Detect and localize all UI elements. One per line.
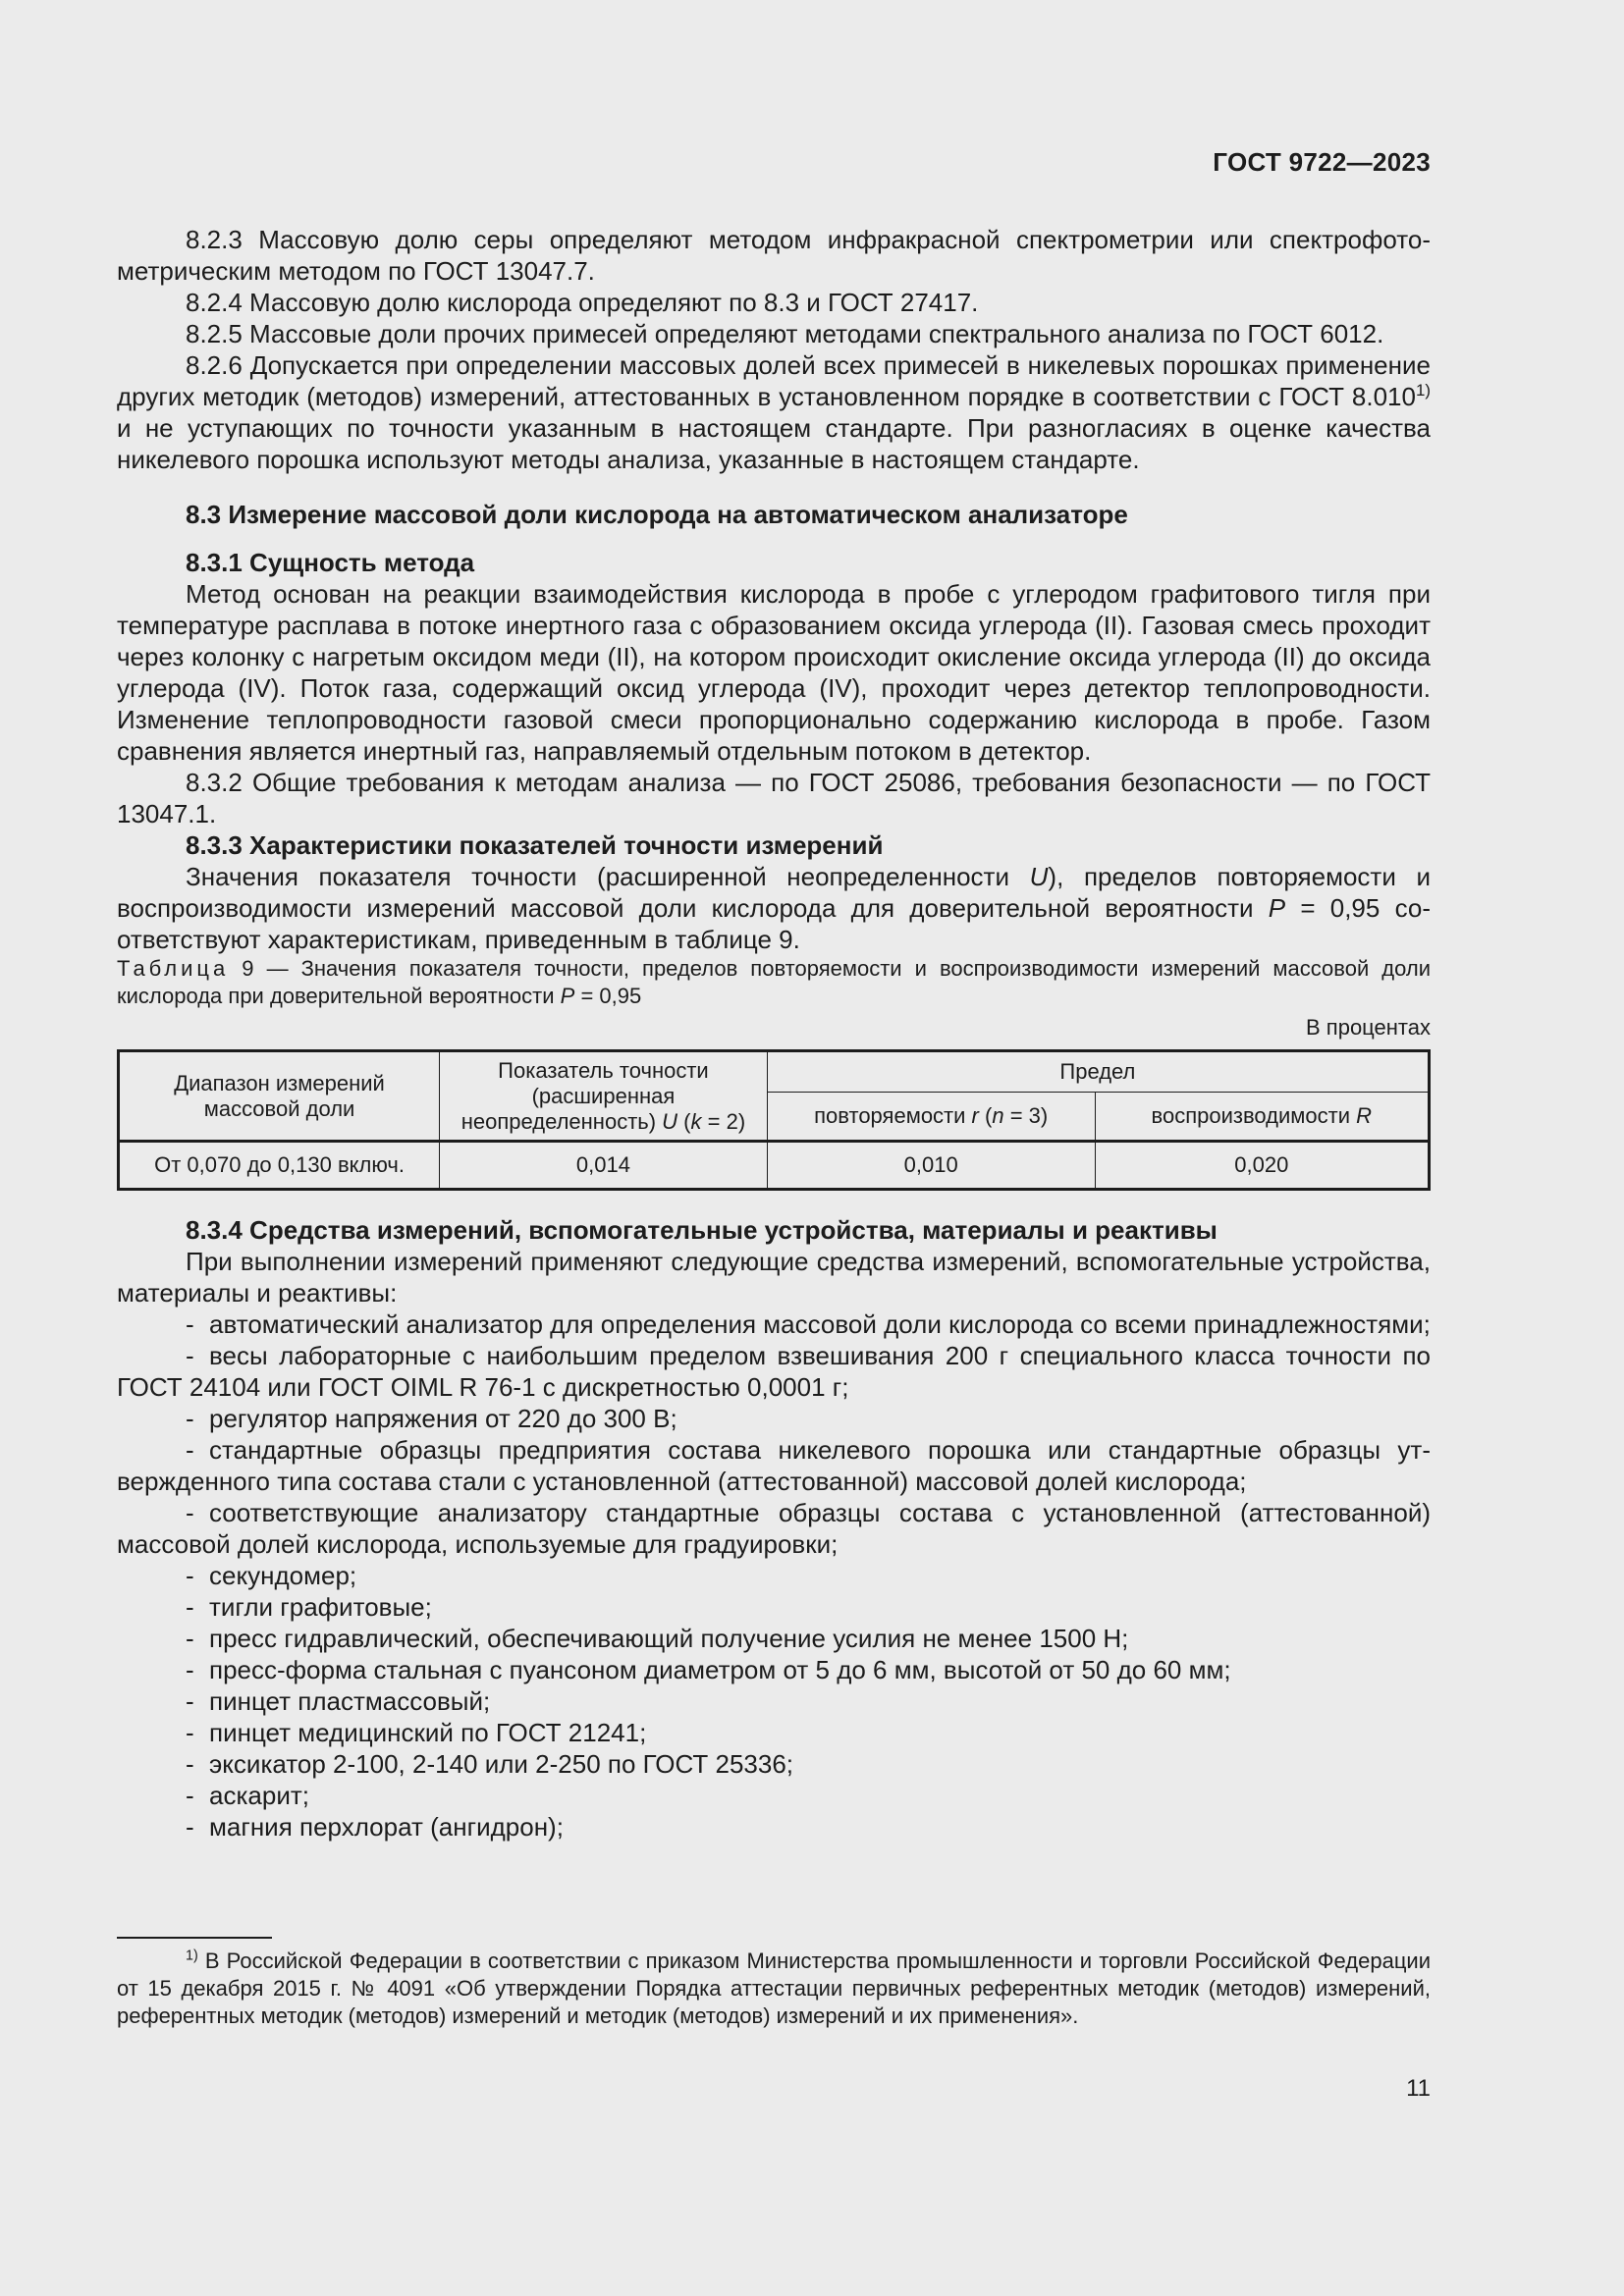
symbol-r: r — [971, 1103, 979, 1128]
document-body — [117, 224, 1431, 1842]
page-number: 11 — [1406, 2075, 1431, 2102]
list-item-text: тигли графитовые; — [209, 1592, 432, 1622]
list-item — [117, 1780, 1431, 1811]
list-marker: - — [186, 1404, 194, 1433]
paragraph-8-2-5: 8.2.5 Массовые доли прочих примесей определяют методами спектрального анализа по ГОСТ 6012. — [186, 319, 1384, 348]
list-item-text: секундомер; — [209, 1561, 357, 1590]
header-accuracy — [440, 1051, 768, 1142]
paragraph-8-2-6 — [117, 349, 1431, 475]
section-heading-8-3-4: 8.3.4 Средства измерений, вспомогательные устройства, материалы и реактивы — [186, 1215, 1218, 1245]
symbol-U: U — [662, 1108, 678, 1134]
list-item-text: аскарит; — [209, 1781, 309, 1810]
list-item — [117, 1654, 1431, 1685]
paragraph-text: и не уступающих по точности указанным в настоящем стандарте. При разногласиях в оценке качества никелевого порошка используют методы анализа, указанные в настоящем стандарте. — [117, 413, 1431, 474]
list-item-text: весы лабораторные с наибольшим пределом взвешивания 200 г специального класса точности по ГОСТ 24104 или ГОСТ OIML R 76-1 с дискретностью 0,0001 г; — [117, 1341, 1431, 1402]
list-marker: - — [186, 1812, 194, 1842]
list-item-text: соответствующие анализатору стандартные образцы состава с установленной (аттестованной) массовой долей кислорода, используемые для градуировки; — [117, 1498, 1431, 1559]
document-header: ГОСТ 9722—2023 — [1213, 147, 1431, 177]
list-marker: - — [186, 1592, 194, 1622]
footnote-ref: 1) — [1415, 380, 1431, 400]
list-marker: - — [186, 1624, 194, 1653]
list-marker: - — [186, 1749, 194, 1779]
cell-range: От 0,070 до 0,130 включ. — [119, 1142, 440, 1190]
table-caption-text: = 0,95 — [574, 984, 642, 1008]
list-item-text: регулятор напряжения от 220 до 300 В; — [209, 1404, 677, 1433]
list-item — [117, 1434, 1431, 1497]
paragraph-8-2-3: 8.2.3 Массовую долю серы определяют методом инфракрасной спектрометрии или спектрофотометрическим методом по ГОСТ 13047.7. — [117, 225, 1431, 286]
header-repeatability — [767, 1093, 1095, 1142]
list-item-text: магния перхлорат (ангидрон); — [209, 1812, 564, 1842]
header-text: = 2) — [701, 1108, 746, 1134]
list-item-text: автоматический анализатор для определения массовой доли кислорода со всеми принадлежностями; — [209, 1309, 1431, 1339]
list-item-text: пресс-форма стальная с пуансоном диаметром от 5 до 6 мм, высотой от 50 до 60 мм; — [209, 1655, 1231, 1684]
list-item-text: стандартные образцы предприятия состава никелевого порошка или стандартные образцы утвержденного типа состава стали с установленной (аттестованной) массовой долей кислорода; — [117, 1435, 1431, 1496]
symbol-n: n — [992, 1103, 1004, 1128]
paragraph-8-3-1: Метод основан на реакции взаимодействия кислорода в пробе с углеродом графитового тигля при температуре расплава в потоке инертного газа с образованием оксида углерода (II). Газовая смесь проходит через колонку с нагретым оксидом меди (II), на котором происходит окисление оксида углерода (II) до оксида углерода (IV). Поток газа, содержащий оксид углерода (IV), проходит через детектор теплопроводности. Изменение теплопроводности газовой смеси пропорционально содержанию кислорода в пробе. Газом сравнения является инертный газ, направляемый отдельным потоком в детектор. — [117, 579, 1431, 766]
footnote-divider — [117, 1937, 272, 1939]
table-caption-text: 9 — Значения показателя точности, пределов повторяемости и воспроизводимости измерений массовой доли кислорода при доверительной вероятности — [117, 956, 1431, 1008]
footnote — [117, 1948, 1431, 2030]
list-marker: - — [186, 1686, 194, 1716]
list-item — [117, 1497, 1431, 1560]
paragraph-text: 8.2.6 Допускается при определении массовых долей всех примесей в никелевых порошках применение других методик (методов) измерений, аттестованных в установленном порядке в соответствии с ГОСТ 8.010 — [117, 350, 1431, 411]
list-marker: - — [186, 1309, 194, 1339]
list-item — [117, 1811, 1431, 1842]
list-item — [117, 1308, 1431, 1340]
list-marker: - — [186, 1655, 194, 1684]
table-caption-label: Таблица — [117, 956, 230, 981]
header-range: Диапазон измерений массовой доли — [119, 1051, 440, 1142]
list-marker: - — [186, 1561, 194, 1590]
list-marker: - — [186, 1435, 194, 1465]
table-row — [119, 1142, 1430, 1190]
section-heading-8-3: 8.3 Измерение массовой доли кислорода на автоматическом анализаторе — [186, 500, 1128, 529]
paragraph-8-2-4: 8.2.4 Массовую долю кислорода определяют по 8.3 и ГОСТ 27417. — [186, 288, 979, 317]
header-text: = 3) — [1003, 1103, 1049, 1128]
equipment-list — [117, 1308, 1431, 1842]
header-text: Показатель точности (расширенная неопределенность) — [460, 1057, 709, 1134]
footnote-mark: 1) — [186, 1948, 198, 1964]
header-text: ( — [978, 1103, 993, 1128]
cell-repeatability: 0,010 — [767, 1142, 1095, 1190]
list-item — [117, 1340, 1431, 1403]
symbol-k: k — [690, 1108, 702, 1134]
list-item-text: пресс гидравлический, обеспечивающий получение усилия не менее 1500 Н; — [209, 1624, 1129, 1653]
symbol-P: P — [1268, 893, 1286, 923]
cell-reproducibility: 0,020 — [1095, 1142, 1429, 1190]
section-heading-8-3-3: 8.3.3 Характеристики показателей точности измерений — [186, 830, 884, 860]
list-item — [117, 1591, 1431, 1623]
symbol-U: U — [1029, 862, 1049, 891]
header-text: воспроизводимости — [1151, 1103, 1357, 1128]
paragraph-text: = 0,95 соответствуют характеристикам, приведенным в таблице 9. — [117, 893, 1431, 954]
list-item — [117, 1403, 1431, 1434]
table-units: В процентах — [1306, 1015, 1431, 1040]
list-marker: - — [186, 1341, 194, 1370]
symbol-R: R — [1356, 1103, 1373, 1128]
list-item-text: пинцет пластмассовый; — [209, 1686, 491, 1716]
list-item-text: пинцет медицинский по ГОСТ 21241; — [209, 1718, 647, 1747]
list-marker: - — [186, 1498, 194, 1527]
paragraph-text: ), пределов повторяемости и воспроизводимости измерений массовой доли кислорода для доверительной вероятности — [117, 862, 1432, 923]
header-limit-group: Предел — [767, 1051, 1429, 1093]
list-item-text: эксикатор 2-100, 2-140 или 2-250 по ГОСТ 25336; — [209, 1749, 794, 1779]
list-item — [117, 1623, 1431, 1654]
header-reproducibility — [1095, 1093, 1429, 1142]
list-item — [117, 1748, 1431, 1780]
footnote-body: В Российской Федерации в соответствии с приказом Министерства промышленности и торговли Российской Федерации от 15 декабря 2015 г. № 4091 «Об утверждении Порядка аттестации первичных референтных методик (методов) измерений, референтных методик (методов) измерений и методик (методов) измерений и их применения». — [117, 1949, 1431, 2028]
header-text: повторяемости — [814, 1103, 972, 1128]
paragraph-8-3-2: 8.3.2 Общие требования к методам анализа — по ГОСТ 25086, требования безопасности — по ГОСТ 13047.1. — [117, 768, 1431, 828]
list-marker: - — [186, 1718, 194, 1747]
footnote-text — [117, 1948, 1431, 2030]
list-item — [117, 1685, 1431, 1717]
table-9 — [117, 1049, 1431, 1191]
symbol-P: P — [560, 984, 575, 1008]
table-caption — [117, 955, 1431, 1010]
header-text: ( — [677, 1108, 691, 1134]
paragraph-text: Значения показателя точности (расширенной неопределенности — [186, 862, 1030, 891]
cell-accuracy: 0,014 — [440, 1142, 768, 1190]
list-marker: - — [186, 1781, 194, 1810]
paragraph-8-3-4: При выполнении измерений применяют следующие средства измерений, вспомогательные устройства, материалы и реактивы: — [117, 1247, 1431, 1308]
section-heading-8-3-1: 8.3.1 Сущность метода — [186, 548, 475, 577]
paragraph-8-3-3 — [117, 861, 1431, 955]
list-item — [117, 1717, 1431, 1748]
list-item — [117, 1560, 1431, 1591]
